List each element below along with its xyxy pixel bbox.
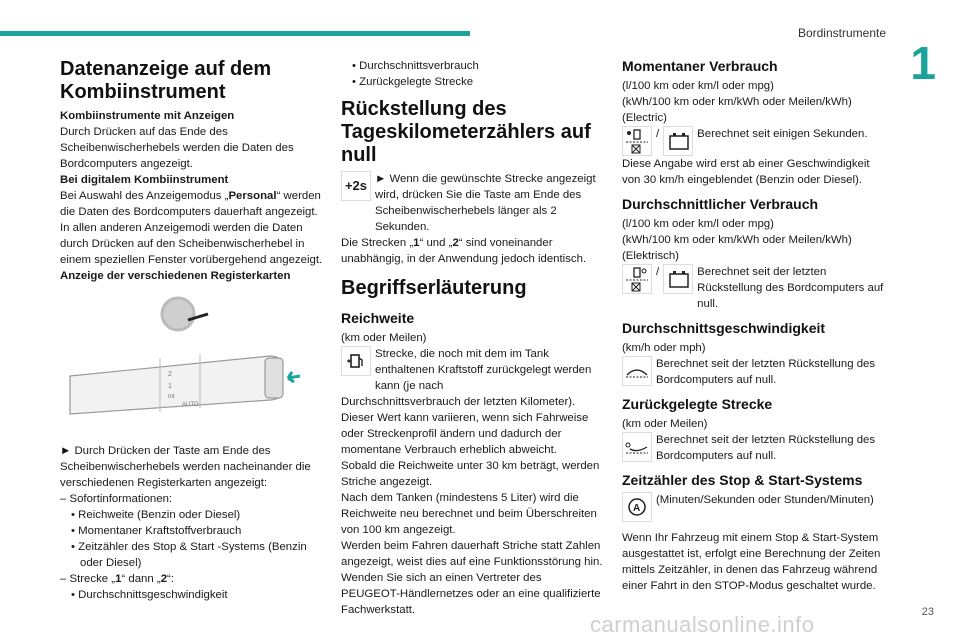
- steering-wheel-icon: [162, 298, 208, 330]
- average-consumption-icon: [622, 264, 652, 294]
- instruction-paragraph: ► Durch Drücken der Taste am Ende des Scheibenwischerhebels werden nacheinander die verschiedenen Registerkarten angezeigt:: [60, 445, 311, 489]
- svg-text:AUTO: AUTO: [182, 402, 199, 408]
- paragraph: Diese Angabe wird erst ab einer Geschwindigkeit von 30 km/h eingeblendet (Benzin oder Diesel).: [622, 158, 870, 186]
- list-item: – Strecke „1“ dann „2“:: [60, 573, 174, 585]
- battery-average-icon: [663, 264, 693, 294]
- press-arrow-icon: [288, 372, 300, 382]
- paragraph: Berechnet seit der letzten Rückstellung des Bordcomputers auf null.: [697, 266, 884, 310]
- unit-text: (l/100 km oder km/l oder mpg): [622, 80, 774, 92]
- battery-consumption-icon: [663, 126, 693, 156]
- slash-separator: /: [656, 128, 660, 140]
- paragraph: Werden beim Fahren dauerhaft Striche statt Zahlen angezeigt, weist dies auf eine Funktionsstörung hin. Wenden Sie sich an einen Vertreter des PEUGEOT-Händlernetzes oder an eine qualifizierte Fachwerkstatt.: [341, 540, 603, 616]
- slash-separator: /: [656, 266, 660, 278]
- column-1: [60, 58, 324, 603]
- hold-2s-icon: +2s: [341, 171, 371, 201]
- fuel-pump-icon: [341, 346, 371, 376]
- unit-text: (Elektrisch): [622, 250, 679, 262]
- page-number: 23: [921, 606, 934, 618]
- subheading: Bei digitalem Kombiinstrument: [60, 174, 229, 186]
- list-item: • Zurückgelegte Strecke: [352, 76, 474, 88]
- column-3: [622, 58, 890, 594]
- unit-text: (km oder Meilen): [341, 332, 427, 344]
- paragraph: Berechnet seit der letzten Rückstellung des Bordcomputers auf null.: [656, 358, 876, 386]
- paragraph: Nach dem Tanken (mindestens 5 Liter) wird die Reichweite neu berechnet und beim Überschreiten von 100 km angezeigt.: [341, 492, 597, 536]
- list-item: • Momentaner Kraftstoffverbrauch: [71, 525, 242, 537]
- average-speed-icon: [622, 356, 652, 386]
- distance-icon: [622, 432, 652, 462]
- heading-rueckstellung: Rückstellung des Tageskilometerzählers auf null: [341, 98, 591, 166]
- unit-text: (km/h oder mph): [622, 342, 706, 354]
- stop-start-icon: [622, 492, 652, 522]
- heading-zurueckgelegte-strecke: Zurückgelegte Strecke: [622, 396, 773, 412]
- header-accent-bar: [0, 31, 470, 36]
- paragraph: Durchschnittsverbrauch der letzten Kilometer).: [341, 396, 576, 408]
- stalk-lever-drawing: [70, 354, 283, 414]
- column-2: [341, 58, 603, 618]
- paragraph: Sobald die Reichweite unter 30 km beträgt, werden Striche angezeigt.: [341, 460, 600, 488]
- heading-durchschnittlicher-verbrauch: Durchschnittlicher Verbrauch: [622, 196, 819, 212]
- section-label: Bordinstrumente: [797, 26, 886, 40]
- heading-durchschnittsgeschwindigkeit: Durchschnittsgeschwindigkeit: [622, 320, 826, 336]
- chapter-number: 1: [910, 37, 936, 89]
- heading-datenanzeige: Datenanzeige auf dem Kombiinstrument: [60, 58, 272, 103]
- paragraph: In allen anderen Anzeigemodi werden die Daten durch Drücken auf den Scheibenwischerhebel in einem speziellen Fenster vorübergehend angezeigt.: [60, 222, 323, 266]
- paragraph: Die Strecken „1“ und „2“ sind voneinander unabhängig, in der Anwendung jedoch identisch.: [341, 237, 587, 265]
- paragraph: Bei Auswahl des Anzeigemodus „Personal“ werden die Daten des Bordcomputers dauerhaft angezeigt.: [60, 190, 321, 218]
- paragraph: Berechnet seit einigen Sekunden.: [697, 128, 868, 140]
- list-item: – Sofortinformationen:: [60, 493, 173, 505]
- paragraph: Durch Drücken auf das Ende des Scheibenwischerhebels werden die Daten des Bordcomputers angezeigt.: [60, 126, 294, 170]
- unit-text: (kWh/100 km oder km/kWh oder Meilen/kWh): [622, 234, 852, 246]
- paragraph: (Minuten/Sekunden oder Stunden/Minuten): [656, 494, 874, 506]
- heading-momentaner-verbrauch: Momentaner Verbrauch: [622, 58, 778, 74]
- wiper-stalk-illustration: [60, 296, 300, 426]
- heading-begriffserlaeuterung: Begriffserläuterung: [341, 277, 527, 299]
- unit-text: (kWh/100 km oder km/kWh oder Meilen/kWh) (Electric): [622, 96, 852, 124]
- paragraph: ► Wenn die gewünschte Strecke angezeigt wird, drücken Sie die Taste am Ende des Scheibenwischerhebels länger als 2 Sekunden.: [375, 173, 596, 233]
- paragraph: Dieser Wert kann variieren, wenn sich Fahrweise oder Streckenprofil ändern und dadurch der momentane Verbrauch erheblich abweicht.: [341, 412, 589, 456]
- list-item: • Durchschnittsgeschwindigkeit: [71, 589, 228, 601]
- heading-stop-start-timer: Zeitzähler des Stop & Start-Systems: [622, 472, 863, 488]
- svg-text:1: 1: [168, 383, 172, 390]
- watermark: carmanualsonline.info: [590, 612, 815, 637]
- heading-reichweite: Reichweite: [341, 310, 415, 326]
- svg-text:Int: Int: [168, 394, 175, 400]
- list-item: • Durchschnittsverbrauch: [352, 60, 479, 72]
- subheading: Kombiinstrumente mit Anzeigen: [60, 110, 235, 122]
- paragraph: Strecke, die noch mit dem im Tank enthaltenen Kraftstoff zurückgelegt werden kann (je nach: [375, 348, 592, 392]
- svg-text:2: 2: [168, 371, 172, 378]
- subheading: Anzeige der verschiedenen Registerkarten: [60, 270, 291, 282]
- instant-consumption-icon: [622, 126, 652, 156]
- unit-text: (km oder Meilen): [622, 418, 708, 430]
- list-item: • Zeitzähler des Stop & Start -Systems (Benzin oder Diesel): [71, 541, 307, 569]
- unit-text: (l/100 km oder km/l oder mpg): [622, 218, 774, 230]
- paragraph: Wenn Ihr Fahrzeug mit einem Stop & Start-System ausgestattet ist, erfolgt eine Berechnung der Zeiten mittels Zeitzähler, in denen das Fahrzeug während einer Fahrt in den STOP-Modus geschaltet wurde.: [622, 532, 881, 592]
- paragraph: Berechnet seit der letzten Rückstellung des Bordcomputers auf null.: [656, 434, 876, 462]
- list-item: • Reichweite (Benzin oder Diesel): [71, 509, 241, 521]
- svg-text:A: A: [633, 503, 641, 514]
